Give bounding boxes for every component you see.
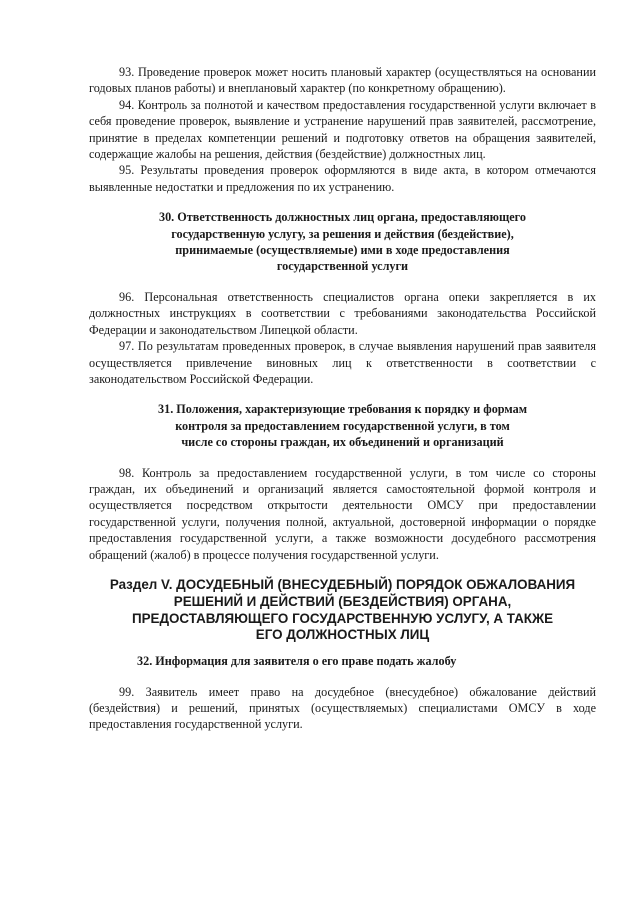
- section-5-title-line: ЕГО ДОЛЖНОСТНЫХ ЛИЦ: [255, 627, 430, 643]
- heading-30-line: государственную услугу, за решения и действия (бездействие),: [171, 226, 514, 241]
- heading-30-line: государственной услуги: [276, 259, 409, 274]
- document-body: [89, 64, 596, 733]
- paragraph-98: 98. Контроль за предоставлением государственной услуги, в том числе со стороны граждан, их объединений и организаций является самостоятельной формой контроля и осуществляется посредством открытости деятельности ОМСУ при предоставлении государственной услуги, получения полной, актуальной, достоверной информации о порядке предоставления государственной услуги, а также возможности досудебного рассмотрения обращений (жалоб) в процессе получения государственной услуги.: [89, 465, 596, 562]
- section-5-title-line: РЕШЕНИЙ И ДЕЙСТВИЙ (БЕЗДЕЙСТВИЯ) ОРГАНА,: [173, 593, 512, 609]
- heading-30-line: принимаемые (осуществляемые) ими в ходе предоставления: [175, 243, 510, 258]
- section-5-title: [89, 577, 596, 644]
- section-5-title-line: Раздел V. ДОСУДЕБНЫЙ (ВНЕСУДЕБНЫЙ) ПОРЯДОК ОБЖАЛОВАНИЯ: [109, 576, 576, 592]
- paragraph-97: 97. По результатам проведенных проверок, в случае выявления нарушений прав заявителя осуществляется привлечение виновных лиц к ответственности в соответствии с законодательством Российской Федерации.: [89, 339, 596, 386]
- heading-31-line: контроля за предоставлением государственной услуги, в том: [175, 418, 510, 433]
- section-5-title-line: ПРЕДОСТАВЛЯЮЩЕГО ГОСУДАРСТВЕННУЮ УСЛУГУ, А ТАКЖЕ: [131, 610, 554, 626]
- heading-30-line: 30. Ответственность должностных лиц органа, предоставляющего: [158, 210, 527, 225]
- heading-31: [101, 401, 584, 450]
- paragraph-99: 99. Заявитель имеет право на досудебное (внесудебное) обжалование действий (бездействия) и решений, принятых (осуществляемых) специалистами ОМСУ в ходе предоставления государственной услуги.: [89, 684, 596, 732]
- paragraph-94: 94. Контроль за полнотой и качеством предоставления государственной услуги включает в себя проведение проверок, выявление и устранение нарушений прав заявителей, рассмотрение, принятие в пределах компетенции решений и подготовку ответов на обращения заявителей, содержащие жалобы на решения, действия (бездействие) должностных лиц.: [89, 97, 596, 162]
- heading-31-line: 31. Положения, характеризующие требования к порядку и формам: [158, 402, 527, 417]
- heading-31-line: числе со стороны граждан, их объединений и организаций: [181, 435, 504, 450]
- paragraph-93: 93. Проведение проверок может носить плановый характер (осуществляться на основании годовых планов работы) и внеплановый характер (по конкретному обращению).: [89, 65, 596, 96]
- heading-30: [101, 209, 584, 275]
- paragraph-95: 95. Результаты проведения проверок оформляются в виде акта, в котором отмечаются выявленные недостатки и предложения по их устранению.: [89, 163, 596, 194]
- heading-32: 32. Информация для заявителя о его праве подать жалобу: [137, 654, 457, 669]
- paragraph-96: 96. Персональная ответственность специалистов органа опеки закрепляется в их должностных инструкциях в соответствии с требованиями законодательства Российской Федерации и законодательством Липецкой области.: [89, 289, 596, 337]
